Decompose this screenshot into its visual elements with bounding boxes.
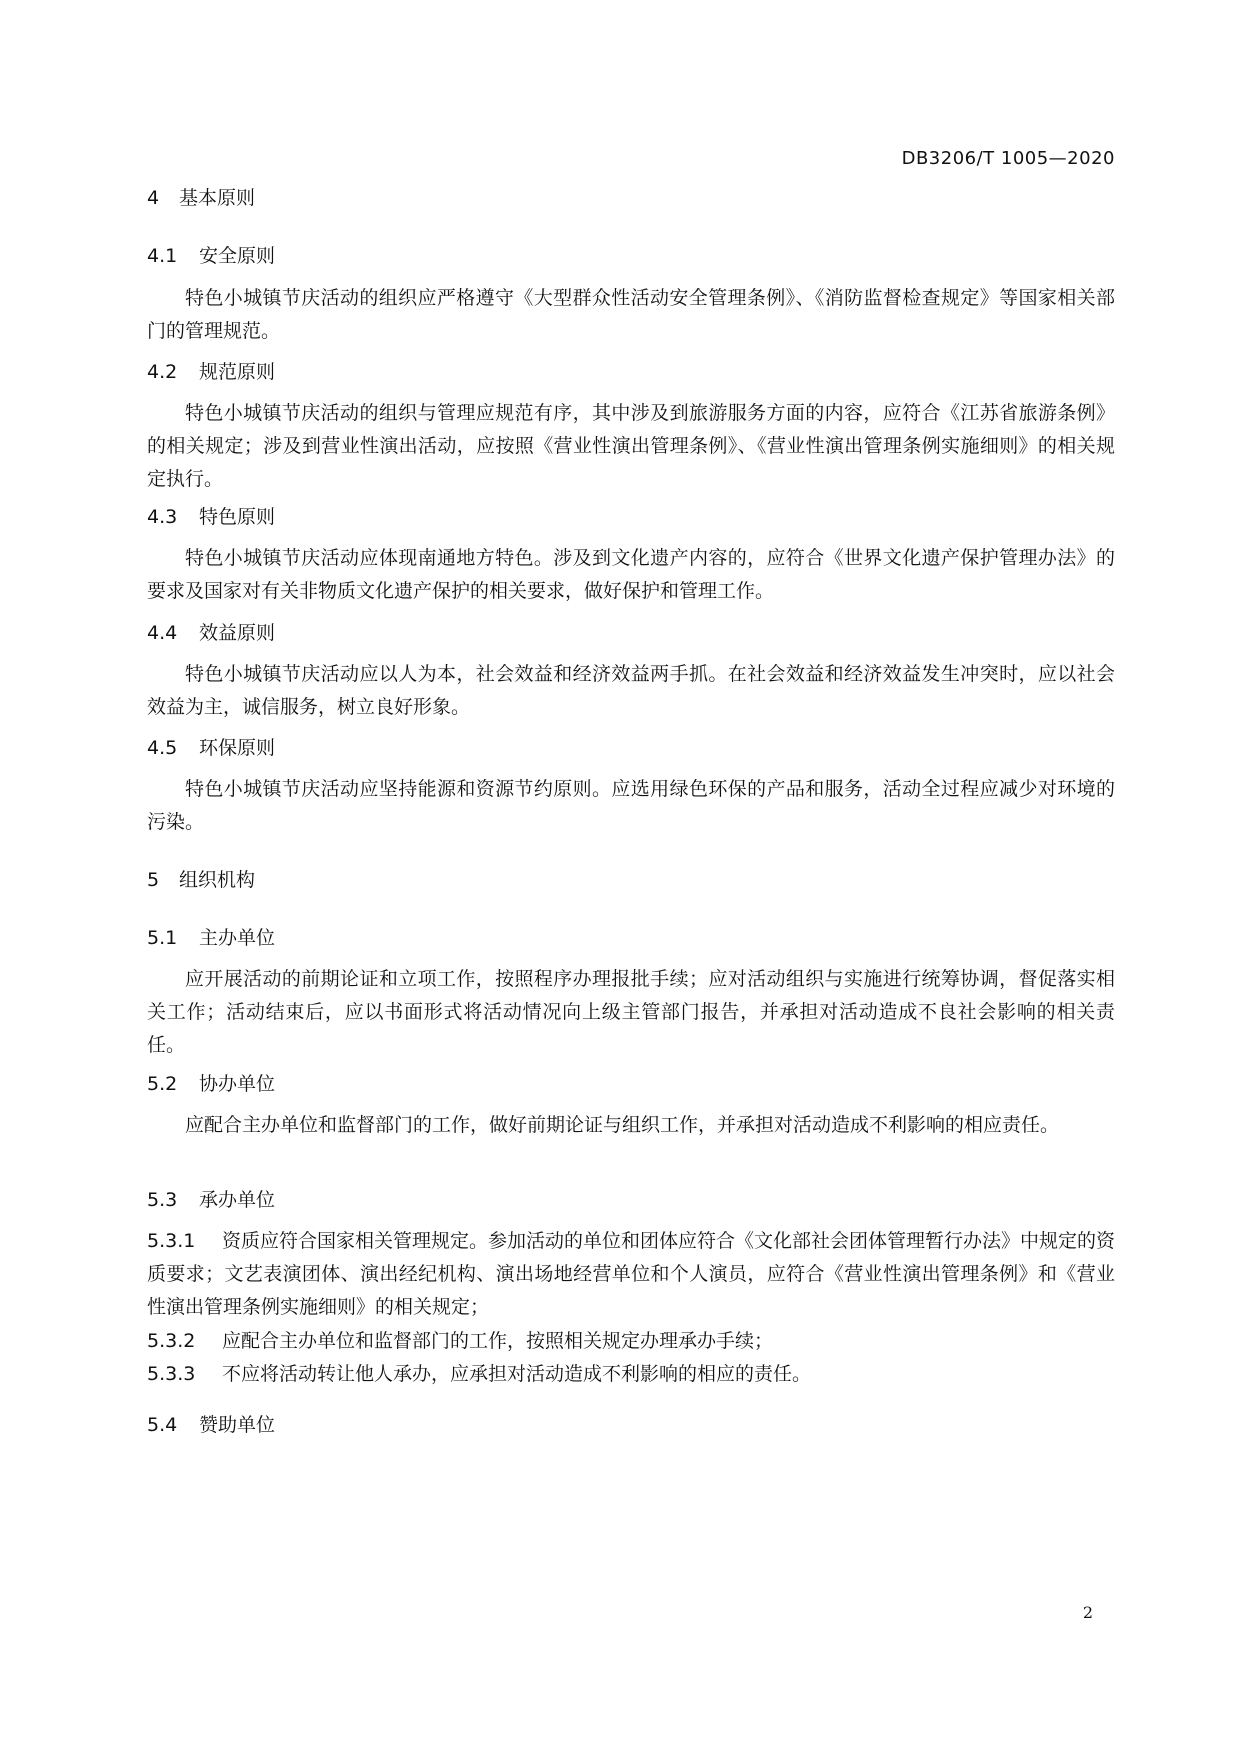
paragraph-4-2: 特色小城镇节庆活动的组织与管理应规范有序，其中涉及到旅游服务方面的内容，应符合《江苏省旅游条例》的相关规定；涉及到营业性演出活动，应按照《营业性演出管理条例》、《营业性演出管理条例实施细则》的相关规定执行。 bbox=[147, 402, 1115, 490]
page-number: 2 bbox=[1082, 1603, 1093, 1622]
heading-5-2 bbox=[147, 1069, 275, 1096]
clause-5-3-1 bbox=[147, 1225, 1115, 1324]
heading-5 bbox=[147, 865, 255, 892]
clause-text: 资质应符合国家相关管理规定。参加活动的单位和团体应符合《文化部社会团体管理暂行办法》中规定的资质要求；文艺表演团体、演出经纪机构、演出场地经营单位和个人演员，应符合《营业性演出管理条例》和《营业性演出管理条例实施细则》的相关规定； bbox=[147, 1230, 1116, 1318]
heading-title: 基本原则 bbox=[179, 187, 256, 209]
heading-5-3 bbox=[147, 1185, 275, 1212]
heading-number: 4.3 bbox=[147, 506, 178, 528]
clause-number: 5.3.3 bbox=[147, 1363, 196, 1385]
paragraph-4-1: 特色小城镇节庆活动的组织应严格遵守《大型群众性活动安全管理条例》、《消防监督检查规定》等国家相关部门的管理规范。 bbox=[147, 287, 1115, 342]
heading-title: 规范原则 bbox=[199, 361, 276, 383]
heading-number: 4.4 bbox=[147, 622, 178, 644]
paragraph-4-3: 特色小城镇节庆活动应体现南通地方特色。涉及到文化遗产内容的，应符合《世界文化遗产保护管理办法》的要求及国家对有关非物质文化遗产保护的相关要求，做好保护和管理工作。 bbox=[147, 547, 1115, 602]
heading-4 bbox=[147, 183, 255, 210]
heading-title: 效益原则 bbox=[199, 622, 276, 644]
heading-5-1 bbox=[147, 923, 275, 950]
heading-number: 5.1 bbox=[147, 927, 178, 949]
heading-title: 安全原则 bbox=[199, 245, 276, 267]
heading-number: 5.2 bbox=[147, 1073, 178, 1095]
heading-title: 协办单位 bbox=[199, 1073, 276, 1095]
heading-number: 5 bbox=[147, 869, 160, 891]
heading-title: 特色原则 bbox=[199, 506, 276, 528]
heading-5-4 bbox=[147, 1410, 275, 1437]
clause-text: 应配合主办单位和监督部门的工作，按照相关规定办理承办手续； bbox=[222, 1330, 774, 1352]
clause-text: 不应将活动转让他人承办，应承担对活动造成不利影响的相应的责任。 bbox=[222, 1363, 812, 1385]
heading-title: 承办单位 bbox=[199, 1189, 276, 1211]
heading-4-2 bbox=[147, 357, 275, 384]
heading-number: 4.1 bbox=[147, 245, 178, 267]
heading-4-3 bbox=[147, 502, 275, 529]
paragraph-4-4: 特色小城镇节庆活动应以人为本，社会效益和经济效益两手抓。在社会效益和经济效益发生冲突时，应以社会效益为主，诚信服务，树立良好形象。 bbox=[147, 663, 1115, 718]
heading-4-1 bbox=[147, 241, 275, 268]
heading-title: 主办单位 bbox=[199, 927, 276, 949]
clause-number: 5.3.1 bbox=[147, 1230, 196, 1252]
paragraph-5-1: 应开展活动的前期论证和立项工作，按照程序办理报批手续；应对活动组织与实施进行统筹协调，督促落实相关工作；活动结束后，应以书面形式将活动情况向上级主管部门报告，并承担对活动造成不良社会影响的相关责任。 bbox=[147, 968, 1115, 1056]
heading-4-4 bbox=[147, 618, 275, 645]
clause-5-3-3 bbox=[147, 1358, 1115, 1391]
paragraph-5-2: 应配合主办单位和监督部门的工作，做好前期论证与组织工作，并承担对活动造成不利影响的相应责任。 bbox=[185, 1114, 1060, 1136]
heading-number: 4.5 bbox=[147, 737, 178, 759]
clause-5-3-2 bbox=[147, 1325, 1115, 1358]
document-id: DB3206/T 1005—2020 bbox=[901, 148, 1115, 169]
heading-4-5 bbox=[147, 733, 275, 760]
heading-title: 赞助单位 bbox=[199, 1414, 276, 1436]
heading-number: 4.2 bbox=[147, 361, 178, 383]
heading-number: 4 bbox=[147, 187, 160, 209]
paragraph-4-5: 特色小城镇节庆活动应坚持能源和资源节约原则。应选用绿色环保的产品和服务，活动全过程应减少对环境的污染。 bbox=[147, 778, 1115, 833]
heading-number: 5.4 bbox=[147, 1414, 178, 1436]
clause-number: 5.3.2 bbox=[147, 1330, 196, 1352]
heading-title: 组织机构 bbox=[179, 869, 256, 891]
heading-title: 环保原则 bbox=[199, 737, 276, 759]
heading-number: 5.3 bbox=[147, 1189, 178, 1211]
